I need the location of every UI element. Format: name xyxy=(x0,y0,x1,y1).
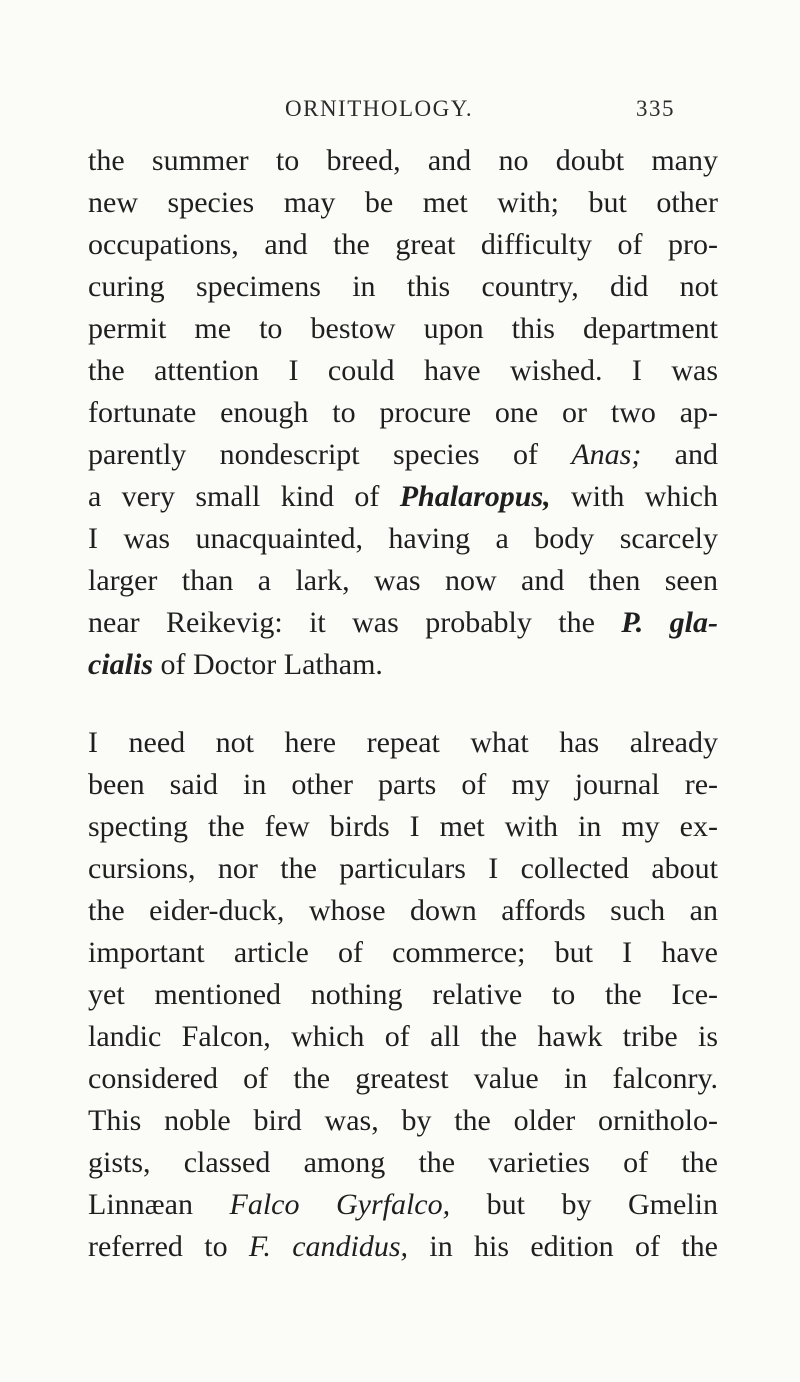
text-line: new species may be met with; but other xyxy=(88,186,718,219)
text-line: cursions, nor the particulars I collected about xyxy=(88,852,718,885)
text-line: parently nondescript species of Anas; and xyxy=(88,438,718,471)
paragraph xyxy=(88,140,718,686)
text-line: gists, classed among the varieties of the xyxy=(88,1146,718,1179)
running-head xyxy=(285,96,675,130)
text-line: important article of commerce; but I have xyxy=(88,936,718,969)
text-line: curing specimens in this country, did not xyxy=(88,270,718,303)
text-line: cialis of Doctor Latham. xyxy=(88,648,383,681)
paragraph-gap xyxy=(88,686,718,722)
text-line: the attention I could have wished. I was xyxy=(88,354,718,387)
text-line: the eider-duck, whose down affords such an xyxy=(88,894,718,927)
text-line: permit me to bestow upon this department xyxy=(88,312,718,345)
text-line: I need not here repeat what has already xyxy=(88,726,718,759)
text-line: landic Falcon, which of all the hawk tribe is xyxy=(88,1020,718,1053)
species-name: Phalaropus, xyxy=(399,480,551,513)
paragraph xyxy=(88,722,718,1268)
text-line: Linnæan Falco Gyrfalco, but by Gmelin xyxy=(88,1188,718,1221)
species-name: Falco Gyrfalco, xyxy=(229,1188,451,1221)
running-title: ORNITHOLOGY. xyxy=(285,96,474,121)
text-line: the summer to breed, and no doubt many xyxy=(88,144,718,177)
text-line: considered of the greatest value in falconry. xyxy=(88,1062,718,1095)
body-text xyxy=(88,140,718,1268)
text-line: a very small kind of Phalaropus, with which xyxy=(88,480,718,513)
species-name: P. gla- xyxy=(621,606,718,639)
text-line: This noble bird was, by the older ornitholo- xyxy=(88,1104,718,1137)
species-name: cialis xyxy=(88,648,153,681)
page-number: 335 xyxy=(636,96,675,121)
species-name: F. candidus, xyxy=(248,1230,409,1263)
species-name: Anas; xyxy=(571,438,642,471)
text-line: fortunate enough to procure one or two ap- xyxy=(88,396,718,429)
text-line: I was unacquainted, having a body scarcely xyxy=(88,522,718,555)
text-line: occupations, and the great difficulty of pro- xyxy=(88,228,718,261)
text-line: specting the few birds I met with in my ex- xyxy=(88,810,718,843)
text-line: yet mentioned nothing relative to the Ice- xyxy=(88,978,718,1011)
text-line: been said in other parts of my journal re- xyxy=(88,768,718,801)
text-line: near Reikevig: it was probably the P. gla- xyxy=(88,606,718,639)
text-line: larger than a lark, was now and then seen xyxy=(88,564,718,597)
text-line: referred to F. candidus, in his edition of the xyxy=(88,1230,718,1263)
